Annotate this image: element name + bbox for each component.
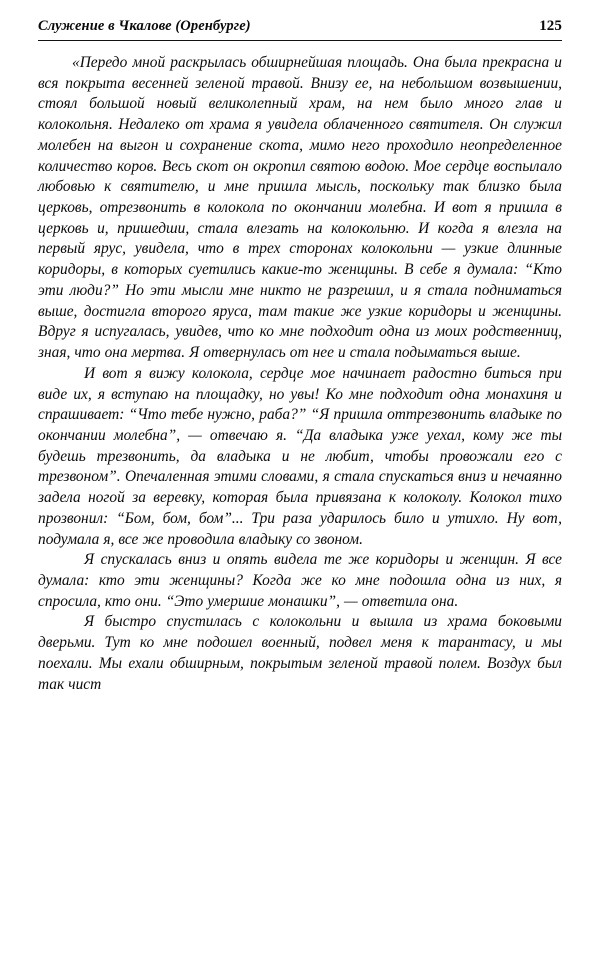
body-text [38,53,562,695]
page-header [38,18,562,40]
running-title: Служение в Чкалове (Оренбурге) [38,18,251,34]
paragraph: Я спускалась вниз и опять видела те же коридоры и женщин. Я все думала: кто эти женщины? Когда же ко мне подошла одна из них, я спросила, кто они. “Это умершие монашки”, — ответила она. [38,551,562,610]
paragraph: «Передо мной раскрылась обширнейшая площадь. Она была прекрасна и вся покрыта весенней зеленой травой. Внизу ее, на небольшом возвышении, стоял большой новый великолепный храм, на нем было много глав и колокольня. Недалеко от храма я увидела облаченного святителя. Он служил молебен на выгон и сохранение скота, мимо него проходило неопределенное количество коров. Весь скот он окропил святою водою. Мое сердце воспылало любовью к святителю, и мне пришла мысль, поскольку так близко была церковь, отрезвонить в колокола по окончании молебна. И вот я пришла в церковь и, пришедши, стала влезать на колокольню. И когда я влезла на первый ярус, увидела, что в трех сторонах колокольни — узкие длинные коридоры, в которых суетились какие-то женщины. В себе я думала: “Кто эти люди?” Но эти мысли мне никто не разрешил, и я стала подниматься выше, достигла второго яруса, там такие же узкие коридоры и женщины. Вдруг я испугалась, увидев, что ко мне подходит одна из моих родственниц, зная, что она мертва. Я отвернулась от нее и стала подыматься выше. [38,54,562,362]
page-number: 125 [539,18,562,34]
paragraph: И вот я вижу колокола, сердце мое начинает радостно биться при виде их, я вступаю на площадку, но увы! Ко мне подходит одна монахиня и спрашивает: “Что тебе нужно, раба?” “Я пришла оттрезвонить владыке по окончании молебна”, — отвечаю я. “Да владыка уже уехал, кому же ты будешь трезвонить, да владыка и не любит, чтобы провожали его с трезвоном”. Опечаленная этими словами, я стала спускаться вниз и нечаянно задела ногой за веревку, которая была привязана к колоколу. Колокол тихо прозвонил: “Бом, бом, бом”... Три раза ударилось било и утихло. Ну вот, подумала я, все же проводила владыку со звоном. [38,364,562,548]
header-divider [38,40,562,41]
paragraph: Я быстро спустилась с колокольни и вышла из храма боковыми дверьми. Тут ко мне подошел военный, подвел меня к тарантасу, и мы поехали. Мы ехали обширным, покрытым зеленой травой полем. Воздух был так чист [38,613,562,693]
